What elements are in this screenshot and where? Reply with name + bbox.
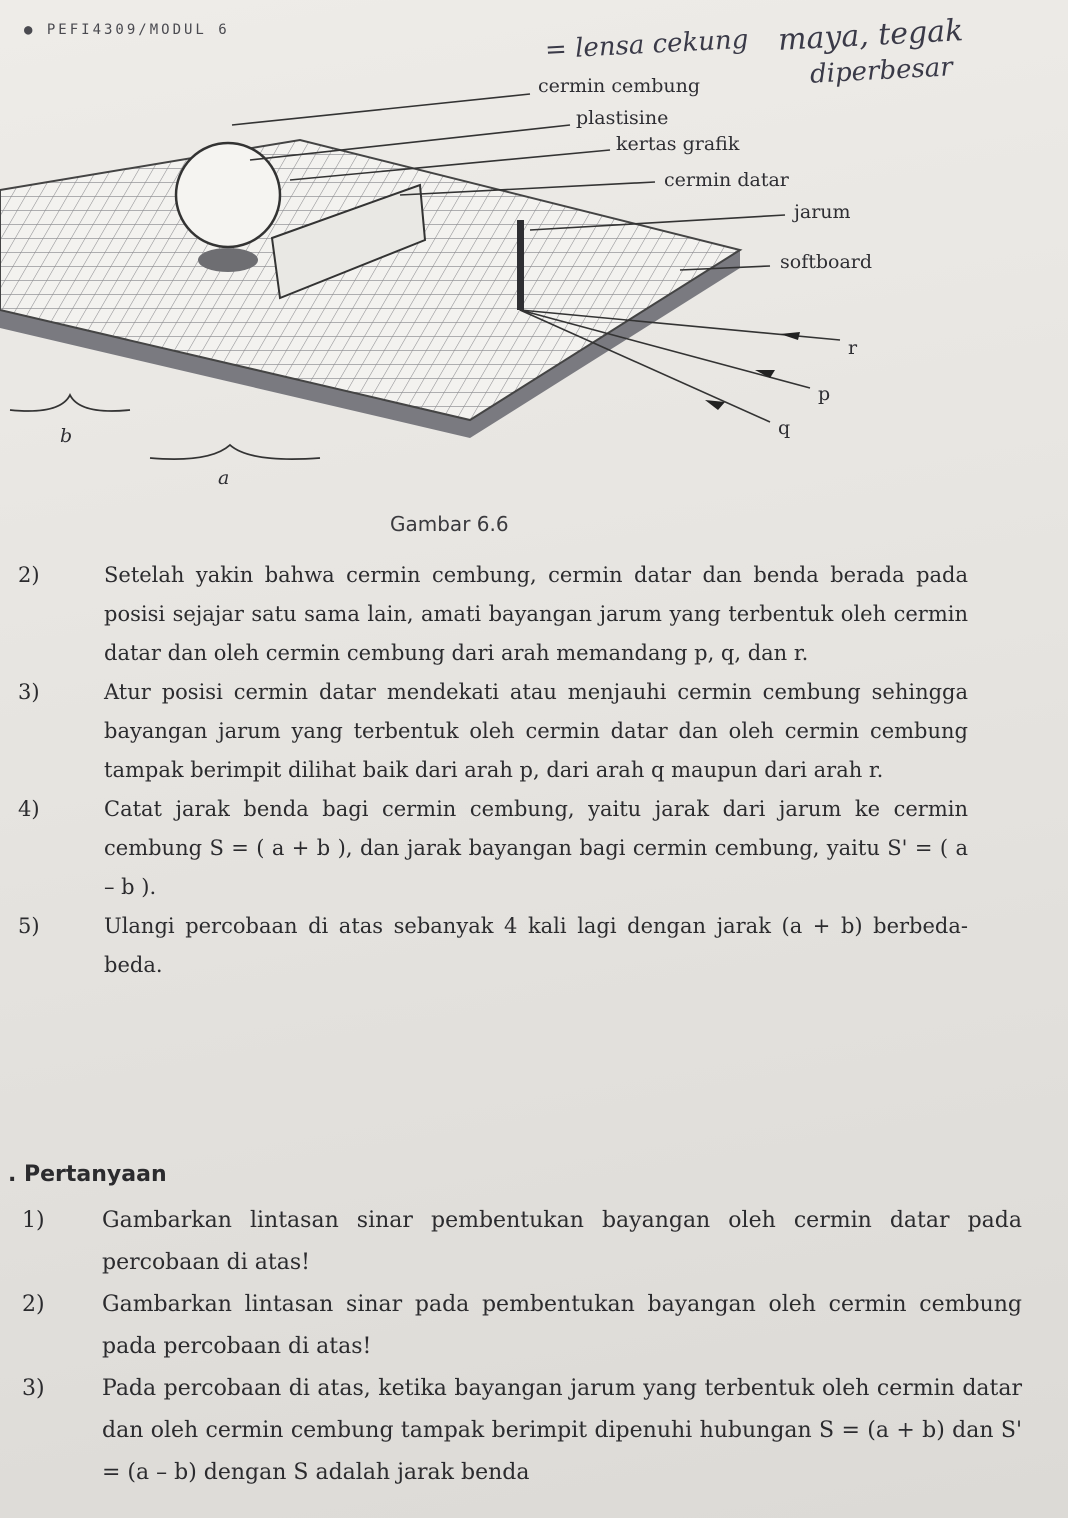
label-graph-paper: kertas grafik xyxy=(616,133,740,155)
label-direction-q: q xyxy=(778,417,791,439)
step-number: 5) xyxy=(18,914,40,938)
module-header: ● PEFI4309/MODUL 6 xyxy=(24,22,230,38)
step-number: 2) xyxy=(18,563,40,587)
questions-heading: . Pertanyaan xyxy=(8,1162,167,1187)
graph-paper-grid xyxy=(0,140,740,420)
step-number: 4) xyxy=(18,797,40,821)
step-text: Catat jarak benda bagi cermin cembung, yaitu jarak dari jarum ke cermin cembung S = ( a + b ), dan jarak bayangan bagi cermin cembung, yaitu S' = ( a – b ). xyxy=(104,797,968,899)
step-item xyxy=(18,907,968,985)
question-number: 1) xyxy=(22,1208,45,1233)
brace-a xyxy=(150,445,320,459)
procedure-steps xyxy=(18,556,968,985)
label-needle: jarum xyxy=(794,201,851,223)
handwritten-note: diperbesar xyxy=(809,52,954,90)
step-item xyxy=(18,790,968,907)
questions-list xyxy=(22,1200,1022,1494)
plasticine-blob xyxy=(198,248,258,272)
brace-b xyxy=(10,395,130,411)
label-convex-mirror: cermin cembung xyxy=(538,75,701,97)
question-number: 2) xyxy=(22,1292,45,1317)
label-direction-p: p xyxy=(818,383,831,405)
question-number: 3) xyxy=(22,1376,45,1401)
question-text: Pada percobaan di atas, ketika bayangan jarum yang terbentuk oleh cermin datar dan oleh cermin cembung tampak berimpit dipenuhi hubungan S = (a + b) dan S' = (a – b) dengan S adalah jarak benda xyxy=(102,1376,1022,1485)
handwritten-note: maya, tegak xyxy=(777,13,965,58)
label-plasticine: plastisine xyxy=(576,107,669,129)
arrow-r xyxy=(780,332,800,340)
needle xyxy=(517,220,524,310)
question-item xyxy=(22,1200,1022,1284)
label-plane-mirror: cermin datar xyxy=(664,169,789,191)
label-softboard: softboard xyxy=(780,251,873,273)
label-direction-r: r xyxy=(848,337,858,359)
leader-line xyxy=(232,94,530,125)
step-item xyxy=(18,673,968,790)
label-distance-b: b xyxy=(60,425,73,447)
question-item xyxy=(22,1368,1022,1494)
question-text: Gambarkan lintasan sinar pada pembentukan bayangan oleh cermin cembung pada percobaan di atas! xyxy=(102,1292,1022,1359)
label-distance-a: a xyxy=(218,467,230,489)
step-item xyxy=(18,556,968,673)
step-text: Setelah yakin bahwa cermin cembung, cermin datar dan benda berada pada posisi sejajar satu sama lain, amati bayangan jarum yang terbentuk oleh cermin datar dan oleh cermin cembung dari arah memandang p, q, dan r. xyxy=(104,563,968,665)
experiment-diagram xyxy=(0,70,1068,500)
figure-caption: Gambar 6.6 xyxy=(390,512,509,536)
step-number: 3) xyxy=(18,680,40,704)
question-text: Gambarkan lintasan sinar pembentukan bayangan oleh cermin datar pada percobaan di atas! xyxy=(102,1208,1022,1275)
handwritten-note: = lensa cekung xyxy=(544,24,750,66)
step-text: Ulangi percobaan di atas sebanyak 4 kali lagi dengan jarak (a + b) berbeda-beda. xyxy=(104,914,968,977)
arrow-q xyxy=(705,400,725,410)
question-item xyxy=(22,1284,1022,1368)
step-text: Atur posisi cermin datar mendekati atau menjauhi cermin cembung sehingga bayangan jarum yang terbentuk oleh cermin datar dan oleh cermin cembung tampak berimpit dilihat baik dari arah p, dari arah q maupun dari arah r. xyxy=(104,680,968,782)
